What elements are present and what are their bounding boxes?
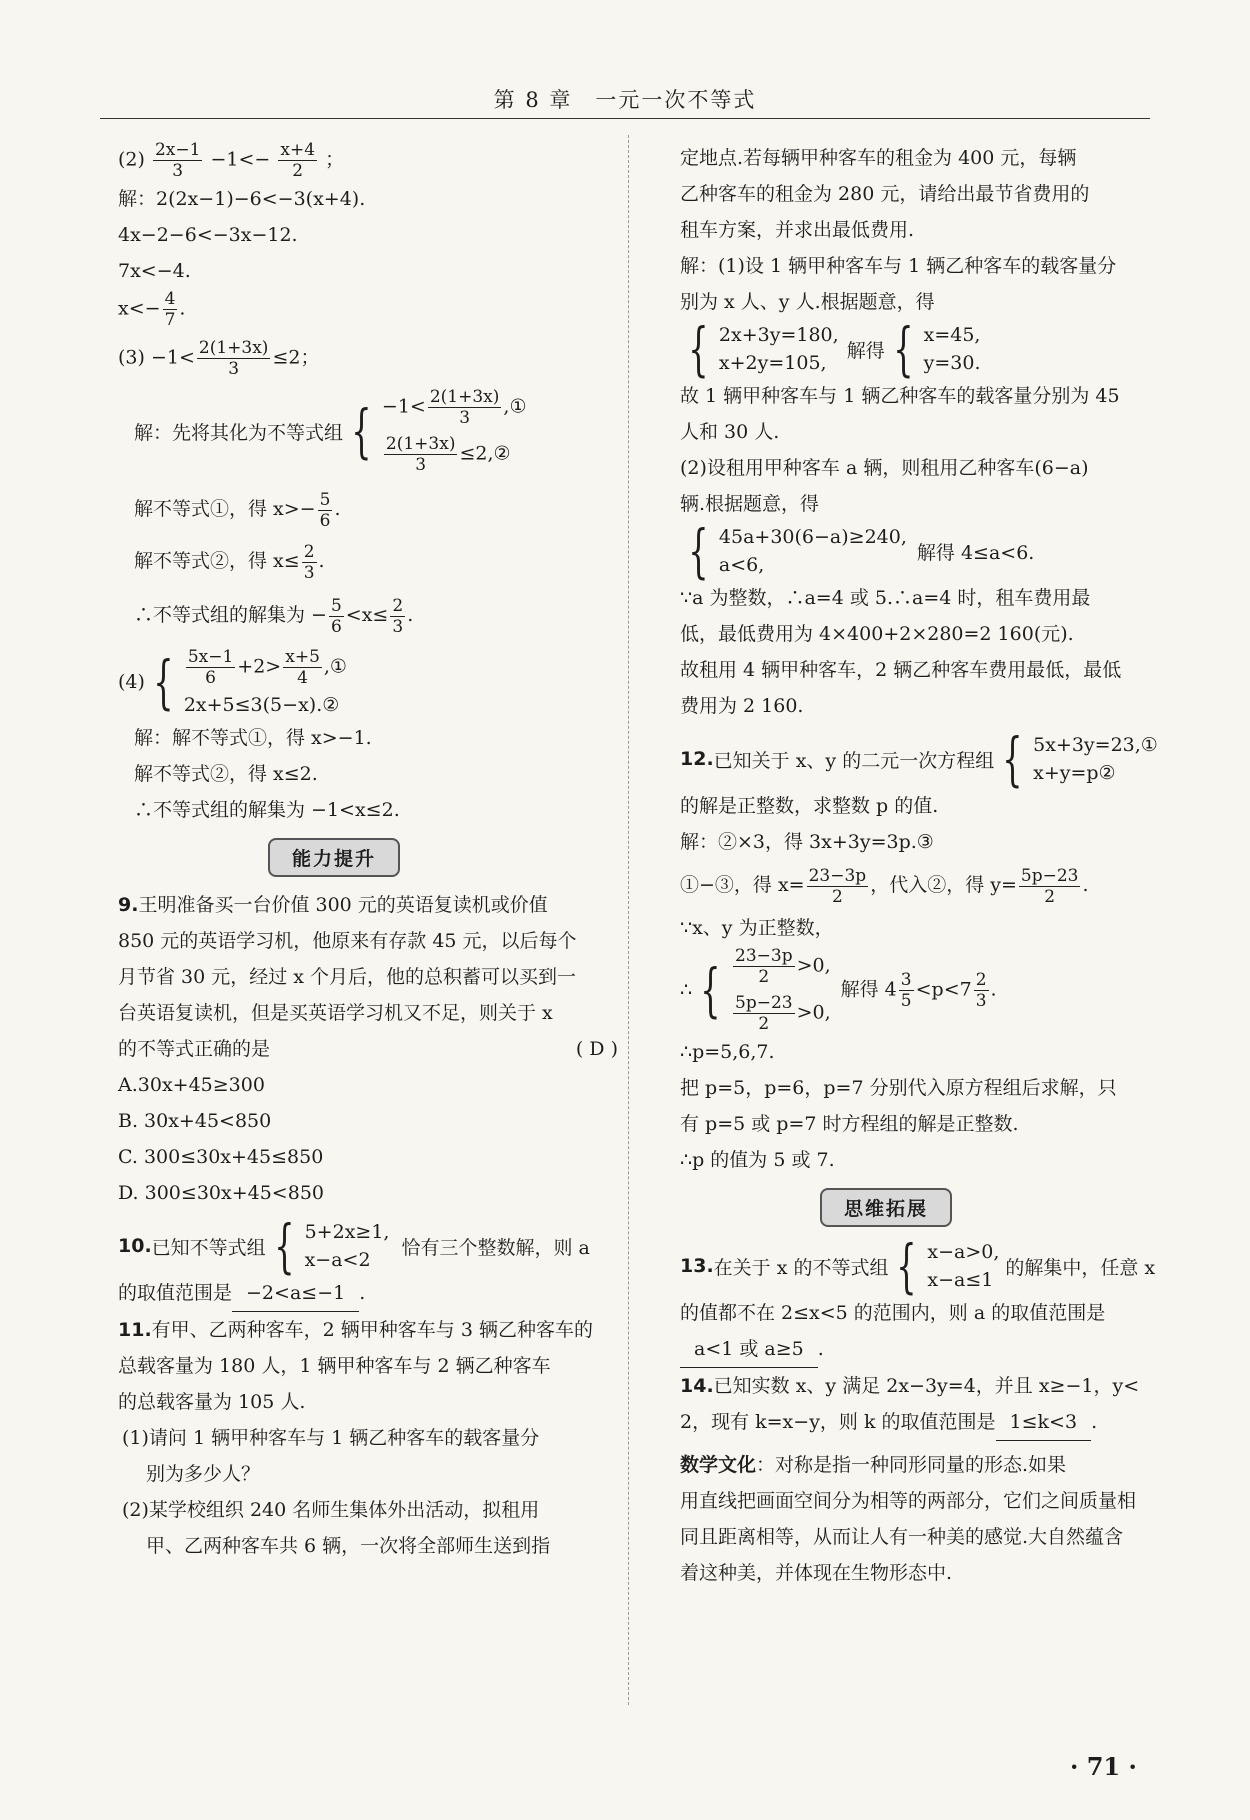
solution-line: 解：②×3，得 3x+3y=3p.③: [680, 831, 934, 853]
option-a: A.30x+45≥300: [118, 1074, 265, 1096]
question-11: 11.有甲、乙两种客车，2 辆甲种客车与 3 辆乙种客车的: [118, 1319, 593, 1341]
culture-note: 数学文化：对称是指一种同形同量的形态.如果: [680, 1454, 1067, 1476]
column-divider: [628, 135, 629, 1705]
inequality-system: ∴ { $\frac{23-3p}{2}$ >0, $\frac{5p-23}{2}$ >0, 解得 4 $\frac{3}{5}$ <p<7 $\frac{2}{3}$ .: [680, 946, 997, 1034]
solution-line: ∴不等式组的解集为 −1<x≤2.: [134, 799, 400, 821]
solution-line: ①−③，得 x= $\frac{23-3p}{2}$ ，代入②，得 y= $\frac{5p-23}{2}$ .: [680, 865, 1089, 907]
right-column: 定地点.若每辆甲种客车的租金为 400 元，每辆 乙种客车的租金为 280 元，请给出最节省费用的 租车方案，并求出最低费用. 解：(1)设 1 辆甲种客车与 1 辆乙种客车的载客量分 别为 x 人、y 人.根据题意，得 { 2x+3y=180, x+2y=105, 解得 { x=45, y=30. 故 1 辆甲种客车与 1 辆乙种客车的载客量分别为 45 人和 30 人. (2)设租用甲种客车 a 辆，则租用乙种客车(6−a) 辆.根据题意，得 { 45a+30(6−a)≥240, a<6, 解得 4≤a<6. ∵a 为整数，∴a=4 或 5.∴a=4 时，租车费用最 低，最低费用为 4×400+2×280=2 160(元). 故租用 4 辆甲种客车，2 辆乙种客车费用最低，最低 费用为 2 160. 12. 已知关于 x、y 的二元一次方程组 { 5x+3y=23,① x+y=p② 的解是正整数，求整数 p 的值. 解：②×3，得 3x+3y=3p.③ ①−③，得 x= $\frac{23-3p}{2}$ ，代入②，得 y= $\frac{5p-23}{2}$ . ∵x、y 为正整数， ∴ { $\frac{23-3p}{2}$ >0, $\frac{5p-23}{2}$ >0, 解得 4 $\frac{3}{5}$ <p<7 $\frac{2}{3}$ . ∴p=5,6,7. 把 p=5，p=6，p=7 分别代入原方程组后求解，只 有 p=5 或 p=7 时方程组的解是正整数. ∴p 的值为 5 或 7. 思维拓展 13. 在关于 x 的不等式组 { x−a>0, x−a≤1 的解集中，任意 x 的值都不在 2≤x<5 的范围内，则 a 的取值范围是 a<1 或 a≥5 . 14.已知实数 x、y 满足 2x−3y=4，并且 x≥−1，y< 2，现有 k=x−y，则 k 的取值范围是 1≤k<3 . 数学文化：对称是指一种同形同量的形态.如果 用直线把画面空间分为相等的两部分，它们之间质量相 同且距离相等，从而让人有一种美的感觉.大自然蕴含 着这种美，并体现在生物形态中.: [680, 140, 1160, 1591]
solution-line: 别为 x 人、y 人.根据题意，得: [680, 291, 935, 313]
fraction: $\frac{x+4}{2}$: [280, 140, 316, 181]
question-10: 10. 已知不等式组 { 5+2x≥1, x−a<2 恰有三个整数解，则 a: [118, 1212, 590, 1280]
fraction: $\frac{2x-1}{3}$: [154, 140, 201, 181]
question-13: 13. 在关于 x 的不等式组 { x−a>0, x−a≤1 的解集中，任意 x: [680, 1232, 1156, 1300]
problem-3: (3) −1< $\frac{2(1+3x)}{3}$ ≤2；: [118, 338, 320, 379]
solution-line: 解：(1)设 1 辆甲种客车与 1 辆乙种客车的载客量分: [680, 255, 1117, 277]
solution-line: 4x−2−6<−3x−12.: [118, 224, 298, 246]
solution-line: x<− $\frac{4}{7}$ .: [118, 289, 186, 330]
problem-2: (2) $\frac{2x-1}{3}$ −1<− $\frac{x+4}{2}$ ；: [118, 140, 345, 181]
option-c: C. 300≤30x+45≤850: [118, 1146, 324, 1168]
option-b: B. 30x+45<850: [118, 1110, 272, 1132]
answer-blank: a<1 或 a≥5: [680, 1331, 818, 1368]
option-d: D. 300≤30x+45<850: [118, 1182, 324, 1204]
solution-line: 解不等式②，得 x≤ $\frac{2}{3}$ .: [134, 541, 325, 583]
page-number: · 71 ·: [1070, 1752, 1137, 1781]
solution-line: 解不等式①，得 x>− $\frac{5}{6}$ .: [134, 489, 341, 531]
header-rule: [100, 118, 1150, 119]
question-9: 9.王明准备买一台价值 300 元的英语复读机或价值: [118, 894, 548, 916]
chapter-header: 第 8 章 一元一次不等式: [493, 88, 757, 112]
answer-choice: ( D ): [575, 1038, 618, 1060]
solution-line: 7x<−4.: [118, 260, 191, 282]
question-14: 14.已知实数 x、y 满足 2x−3y=4，并且 x≥−1，y<: [680, 1375, 1140, 1397]
solution-line: 解不等式②，得 x≤2.: [134, 763, 318, 785]
inequality-system: 解：先将其化为不等式组 { −1< $\frac{2(1+3x)}{3}$ ,① $\frac{2(1+3x)}{3}$ ≤2,②: [134, 387, 527, 475]
answer-blank: 1≤k<3: [996, 1404, 1092, 1441]
question-12: 12. 已知关于 x、y 的二元一次方程组 { 5x+3y=23,① x+y=p②: [680, 725, 1158, 793]
inequality-system: { 45a+30(6−a)≥240, a<6, 解得 4≤a<6.: [688, 517, 1035, 585]
solution-line: ∴不等式组的解集为 − $\frac{5}{6}$ <x≤ $\frac{2}{3}$ .: [134, 595, 414, 637]
solution-line: 解：2(2x−1)−6<−3(x+4).: [118, 188, 366, 210]
equation-system: { 2x+3y=180, x+2y=105, 解得 { x=45, y=30.: [688, 315, 981, 383]
problem-4: (4) { $\frac{5x-1}{6}$ +2> $\frac{x+5}{4}$ ,① 2x+5≤3(5−x).②: [118, 647, 347, 716]
left-column: (2) $\frac{2x-1}{3}$ −1<− $\frac{x+4}{2}$ ； 解：2(2x−1)−6<−3(x+4). 4x−2−6<−3x−12. 7x<−4. x<− $\frac{4}{7}$ . (3) −1< $\frac{2(1+3x)}{3}$ ≤2； 解：先将其化为不等式组 { −1< $\frac{2(1+3x)}{3}$ ,① $\frac{2(1+3x)}{3}$ ≤2,② 解不等式①，得 x>− $\frac{5}{6}$ . 解不等式②，得 x≤ $\frac{2}{3}$ . ∴不等式组的解集为 − $\frac{5}{6}$ <x≤ $\frac{2}{3}$ . (4) { $\frac{5x-1}{6}$ +2> $\frac{x+5}{4}$ ,① 2x+5≤3(5−x).② 解：解不等式①，得 x>−1. 解不等式②，得 x≤2. ∴不等式组的解集为 −1<x≤2. 能力提升 9.王明准备买一台价值 300 元的英语复读机或价值 850 元的英语学习机，他原来有存款 45 元，以后每个 月节省 30 元，经过 x 个月后，他的总积蓄可以买到一 台英语复读机，但是买英语学习机又不足，则关于 x 的不等式正确的是 ( D ) A.30x+45≥300 B. 30x+45<850 C. 300≤30x+45≤850 D. 300≤30x+45<850 10. 已知不等式组 { 5+2x≥1, x−a<2 恰有三个整数解，则 a 的取值范围是 −2<a≤−1 . 11.有甲、乙两种客车，2 辆甲种客车与 3 辆乙种客车的 总载客量为 180 人，1 辆甲种客车与 2 辆乙种客车 的总载客量为 105 人. (1)请问 1 辆甲种客车与 1 辆乙种客车的载客量分 别为多少人？ (2)某学校组织 240 名师生集体外出活动，拟租用 甲、乙两种客车共 6 辆，一次将全部师生送到指: [118, 140, 618, 1557]
solution-line: 解：解不等式①，得 x>−1.: [134, 727, 372, 749]
answer-blank: −2<a≤−1: [232, 1275, 359, 1312]
section-banner-thinking: 思维拓展: [820, 1188, 952, 1227]
section-banner-ability: 能力提升: [268, 838, 400, 877]
